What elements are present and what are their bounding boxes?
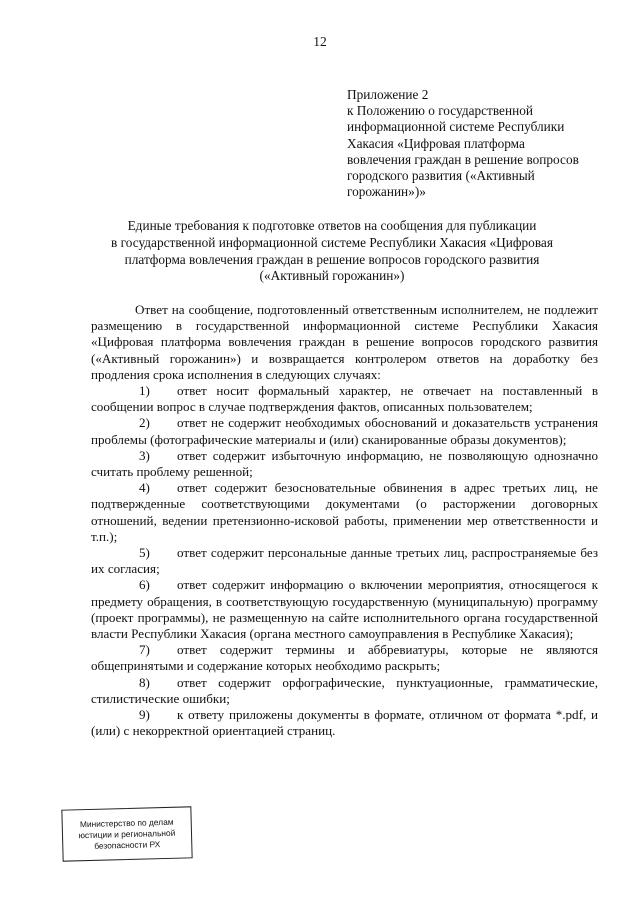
list-item — [91, 480, 598, 545]
item-text: ответ содержит избыточную информацию, не позволяющую однозначно считать проблему решенной; — [91, 447, 598, 480]
item-number: 6) — [139, 577, 150, 593]
document-body — [91, 302, 598, 739]
list-item — [91, 707, 598, 739]
page-number: 12 — [313, 34, 327, 49]
title-line: («Активный горожанин») — [259, 268, 405, 284]
item-number: 1) — [139, 383, 150, 399]
appendix-line: городского развития («Активный — [347, 168, 535, 184]
item-text: ответ содержит орфографические, пунктуационные, грамматические, стилистические ошибки; — [91, 674, 598, 706]
intro-paragraph: Ответ на сообщение, подготовленный ответственным исполнителем, не подлежит размещению в государственной информационной системе Республики Хакасия «Цифровая платформа вовлечения граждан в решение вопросов городского развития («Активный горожанин») и возвращается контролером ответов на доработку без продления срока исполнения в следующих случаях: — [91, 302, 598, 382]
item-number: 9) — [139, 707, 150, 723]
item-text: ответ не содержит необходимых обоснований и доказательств устранения проблемы (фотографические материалы и (или) сканированные образы документов); — [91, 415, 598, 447]
item-number: 5) — [139, 545, 150, 561]
item-text: ответ носит формальный характер, не отвечает на поставленный в сообщении вопрос в случае подтверждения фактов, описанных пользователем; — [91, 383, 598, 415]
item-text: ответ содержит безосновательные обвинения в адрес третьих лиц, не подтвержденные соответствующими документами (о расторжении договорных отношений, ведении претензионно-исковой работы, применении мер ответственности и т.п.); — [91, 480, 598, 544]
item-number: 4) — [139, 480, 150, 496]
item-number: 2) — [139, 415, 150, 431]
appendix-line: информационной системе Республики — [347, 119, 565, 135]
appendix-line: вовлечения граждан в решение вопросов — [347, 151, 579, 167]
ministry-stamp — [61, 806, 192, 861]
title-line: Единые требования к подготовке ответов на сообщения для публикации — [127, 218, 537, 233]
appendix-header — [347, 87, 609, 200]
stamp-line: безопасности РХ — [94, 838, 161, 851]
item-number: 8) — [139, 674, 150, 690]
item-number: 7) — [139, 642, 150, 658]
item-text: ответ содержит информацию о включении мероприятия, относящегося к предмету обращения, в соответствующую государственную (муниципальную) программу (проект программы), не размещенную на сайте исполнительного органа государственной власти Республики Хакасия (органа местного самоуправления в Республике Хакасия); — [91, 577, 598, 642]
appendix-line: к Положению о государственной — [347, 103, 533, 119]
list-item — [91, 383, 598, 415]
list-item — [91, 675, 598, 707]
appendix-line: Хакасия «Цифровая платформа — [347, 135, 525, 151]
list-item — [91, 642, 598, 674]
appendix-line: Приложение 2 — [347, 87, 429, 102]
item-text: ответ содержит термины и аббревиатуры, которые не являются общепринятыми и содержание которых необходимо раскрыть; — [91, 642, 598, 674]
stamp-line: Министерство по делам — [79, 816, 174, 829]
list-item — [91, 448, 598, 480]
document-title — [92, 218, 572, 285]
title-line: платформа вовлечения граждан в решение вопросов городского развития — [124, 251, 540, 267]
list-item — [91, 577, 598, 642]
item-number: 3) — [139, 447, 150, 463]
item-text: к ответу приложены документы в формате, отличном от формата *.pdf, и (или) с некорректной ориентацией страниц. — [91, 707, 598, 739]
list-item — [91, 415, 598, 447]
appendix-line: горожанин»)» — [347, 184, 426, 200]
item-text: ответ содержит персональные данные третьих лиц, распространяемые без их согласия; — [91, 545, 598, 577]
stamp-line: юстиции и региональной — [78, 827, 176, 840]
list-item — [91, 545, 598, 577]
title-line: в государственной информационной системе Республики Хакасия «Цифровая — [111, 234, 553, 250]
